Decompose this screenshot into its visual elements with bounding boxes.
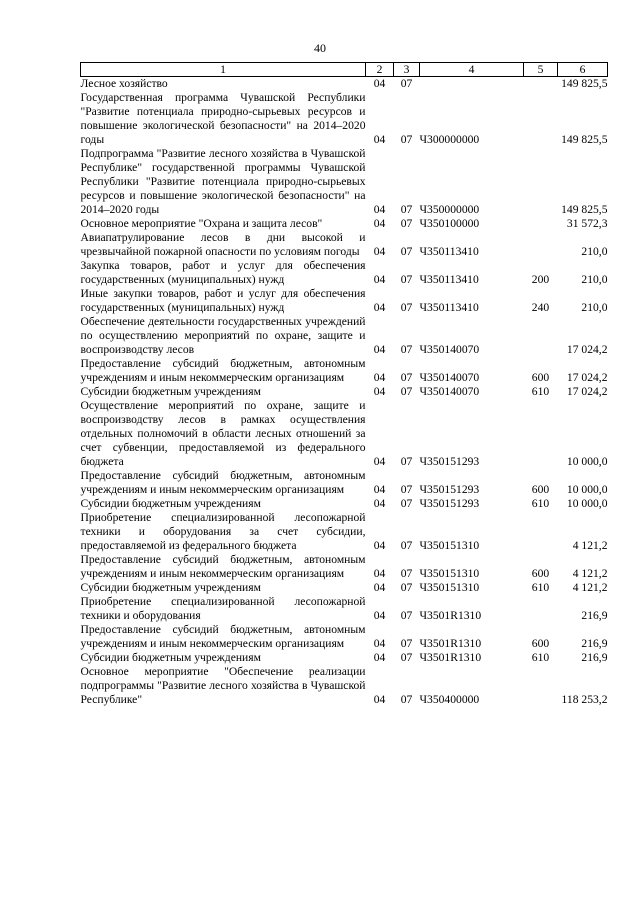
row-section-code: 04 xyxy=(373,203,386,216)
row-expense-type: 600 xyxy=(531,567,550,580)
table-row xyxy=(81,399,608,469)
row-section-code: 04 xyxy=(373,77,386,90)
row-amount: 149 825,5 xyxy=(561,133,608,146)
row-amount: 149 825,5 xyxy=(561,203,608,216)
row-subsection-code: 07 xyxy=(400,133,413,146)
row-amount: 216,9 xyxy=(581,609,608,622)
row-section-code: 04 xyxy=(373,581,386,594)
row-target-article: Ч350151293 xyxy=(419,455,480,468)
table-row xyxy=(81,147,608,217)
row-expense-type xyxy=(524,595,558,623)
row-subsection-code: 07 xyxy=(400,203,413,216)
header-col-2: 2 xyxy=(366,63,394,77)
row-expense-type xyxy=(524,77,558,92)
row-amount: 10 000,0 xyxy=(566,455,608,468)
row-subsection-code: 07 xyxy=(400,497,413,510)
row-subsection-code: 07 xyxy=(400,539,413,552)
row-expense-type xyxy=(524,231,558,259)
row-target-article: Ч350151293 xyxy=(419,483,480,496)
row-target-article: Ч350140070 xyxy=(419,343,480,356)
table-row xyxy=(81,231,608,259)
row-subsection-code: 07 xyxy=(400,385,413,398)
table-row xyxy=(81,511,608,553)
row-amount: 17 024,2 xyxy=(566,343,608,356)
row-amount: 216,9 xyxy=(581,651,608,664)
table-row xyxy=(81,77,608,92)
header-col-4: 4 xyxy=(420,63,524,77)
row-name: Лесное хозяйство xyxy=(80,77,168,90)
row-target-article: Ч3501R1310 xyxy=(419,609,482,622)
table-row xyxy=(81,91,608,147)
row-target-article: Ч350113410 xyxy=(419,245,479,258)
row-amount: 4 121,2 xyxy=(572,581,608,594)
row-name: Осуществление мероприятий по охране, защите и воспроизводству лесов в рамках осуществления отдельных полномочий в области лесных отношений за счет субвенции, предоставляемой из федерального бюджета xyxy=(80,399,366,468)
row-amount: 210,0 xyxy=(581,301,608,314)
row-expense-type xyxy=(524,315,558,357)
row-subsection-code: 07 xyxy=(400,693,413,706)
row-target-article: Ч350151310 xyxy=(419,581,480,594)
row-section-code: 04 xyxy=(373,301,386,314)
row-amount: 216,9 xyxy=(581,637,608,650)
row-section-code: 04 xyxy=(373,567,386,580)
row-section-code: 04 xyxy=(373,693,386,706)
row-expense-type xyxy=(524,217,558,231)
row-amount: 31 572,3 xyxy=(566,217,608,230)
table-row xyxy=(81,665,608,707)
row-section-code: 04 xyxy=(373,245,386,258)
header-col-6: 6 xyxy=(558,63,608,77)
table-row xyxy=(81,357,608,385)
table-row xyxy=(81,595,608,623)
row-section-code: 04 xyxy=(373,371,386,384)
row-name: Иные закупки товаров, работ и услуг для обеспечения государственных (муниципальных) нужд xyxy=(80,287,366,314)
row-name: Приобретение специализированной лесопожарной техники и оборудования xyxy=(80,595,366,622)
row-amount: 210,0 xyxy=(581,273,608,286)
row-target-article: Ч3501R1310 xyxy=(419,651,482,664)
row-name: Приобретение специализированной лесопожарной техники и оборудования за счет субсидии, предоставляемой из федерального бюджета xyxy=(80,511,366,552)
row-section-code: 04 xyxy=(373,217,386,230)
row-amount: 10 000,0 xyxy=(566,483,608,496)
header-col-3: 3 xyxy=(394,63,420,77)
row-amount: 118 253,2 xyxy=(561,693,608,706)
row-target-article: Ч350000000 xyxy=(419,203,480,216)
row-name: Субсидии бюджетным учреждениям xyxy=(80,651,261,664)
row-name: Основное мероприятие "Охрана и защита лесов" xyxy=(80,217,323,230)
row-target-article: Ч350151310 xyxy=(419,539,480,552)
row-expense-type: 200 xyxy=(531,273,550,286)
row-target-article: Ч350151293 xyxy=(419,497,480,510)
table-row xyxy=(81,469,608,497)
row-amount: 210,0 xyxy=(581,245,608,258)
row-name: Основное мероприятие "Обеспечение реализации подпрограммы "Развитие лесного хозяйства в Чувашской Республике" xyxy=(80,665,366,706)
row-section-code: 04 xyxy=(373,483,386,496)
table-row xyxy=(81,315,608,357)
row-expense-type: 610 xyxy=(531,581,550,594)
row-subsection-code: 07 xyxy=(400,343,413,356)
row-subsection-code: 07 xyxy=(400,371,413,384)
row-name: Предоставление субсидий бюджетным, автономным учреждениям и иным некоммерческим организациям xyxy=(80,469,366,496)
row-subsection-code: 07 xyxy=(400,273,413,286)
row-subsection-code: 07 xyxy=(400,581,413,594)
row-name: Подпрограмма "Развитие лесного хозяйства в Чувашской Республике" государственной программы Чувашской Республики "Развитие потенциала природно-сырьевых ресурсов и повышение экологической безопасности" на 2014–2020 годы xyxy=(80,147,366,216)
row-target-article xyxy=(420,77,524,92)
row-target-article: Ч350113410 xyxy=(419,273,479,286)
table-row xyxy=(81,497,608,511)
row-expense-type xyxy=(524,511,558,553)
table-row xyxy=(81,651,608,665)
row-section-code: 04 xyxy=(373,651,386,664)
row-name: Предоставление субсидий бюджетным, автономным учреждениям и иным некоммерческим организациям xyxy=(80,357,366,384)
row-subsection-code: 07 xyxy=(400,301,413,314)
header-row xyxy=(81,63,608,77)
row-section-code: 04 xyxy=(373,455,386,468)
row-amount: 17 024,2 xyxy=(566,371,608,384)
row-section-code: 04 xyxy=(373,343,386,356)
row-expense-type: 600 xyxy=(531,637,550,650)
row-amount: 4 121,2 xyxy=(572,539,608,552)
row-subsection-code: 07 xyxy=(400,567,413,580)
row-name: Субсидии бюджетным учреждениям xyxy=(80,497,261,510)
row-expense-type: 610 xyxy=(531,497,550,510)
header-col-1: 1 xyxy=(81,63,366,77)
table-header xyxy=(81,63,608,77)
row-expense-type: 600 xyxy=(531,371,550,384)
row-target-article: Ч350140070 xyxy=(419,371,480,384)
row-amount: 4 121,2 xyxy=(572,567,608,580)
row-expense-type xyxy=(524,147,558,217)
table-row xyxy=(81,623,608,651)
row-expense-type: 610 xyxy=(531,385,550,398)
row-target-article: Ч350100000 xyxy=(419,217,480,230)
page-number: 40 xyxy=(314,41,326,55)
row-section-code: 04 xyxy=(373,133,386,146)
row-subsection-code: 07 xyxy=(400,609,413,622)
row-target-article: Ч350151310 xyxy=(419,567,480,580)
row-expense-type xyxy=(524,399,558,469)
row-name: Авиапатрулирование лесов в дни высокой и чрезвычайной пожарной опасности по условиям погоды xyxy=(80,231,366,258)
row-subsection-code: 07 xyxy=(400,637,413,650)
row-expense-type xyxy=(524,91,558,147)
row-subsection-code: 07 xyxy=(400,77,413,90)
row-subsection-code: 07 xyxy=(400,217,413,230)
row-name: Субсидии бюджетным учреждениям xyxy=(80,385,261,398)
row-target-article: Ч300000000 xyxy=(419,133,480,146)
row-subsection-code: 07 xyxy=(400,483,413,496)
row-section-code: 04 xyxy=(373,497,386,510)
row-name: Субсидии бюджетным учреждениям xyxy=(80,581,261,594)
table-row xyxy=(81,385,608,399)
row-target-article: Ч350140070 xyxy=(419,385,480,398)
row-name: Предоставление субсидий бюджетным, автономным учреждениям и иным некоммерческим организациям xyxy=(80,553,366,580)
budget-table xyxy=(80,62,608,707)
row-name: Государственная программа Чувашской Республики "Развитие потенциала природно-сырьевых ресурсов и повышение экологической безопасности" на 2014–2020 годы xyxy=(80,91,366,146)
row-target-article: Ч350400000 xyxy=(419,693,480,706)
row-name: Обеспечение деятельности государственных учреждений по осуществлению мероприятий по охране, защите и воспроизводству лесов xyxy=(80,315,366,356)
row-section-code: 04 xyxy=(373,273,386,286)
row-expense-type: 600 xyxy=(531,483,550,496)
table-row xyxy=(81,259,608,287)
row-amount: 10 000,0 xyxy=(566,497,608,510)
row-subsection-code: 07 xyxy=(400,651,413,664)
row-target-article: Ч3501R1310 xyxy=(419,637,482,650)
row-section-code: 04 xyxy=(373,539,386,552)
row-subsection-code: 07 xyxy=(400,455,413,468)
row-expense-type: 610 xyxy=(531,651,550,664)
row-amount: 149 825,5 xyxy=(561,77,608,90)
row-target-article: Ч350113410 xyxy=(419,301,479,314)
row-section-code: 04 xyxy=(373,609,386,622)
row-section-code: 04 xyxy=(373,637,386,650)
row-subsection-code: 07 xyxy=(400,245,413,258)
row-name: Закупка товаров, работ и услуг для обеспечения государственных (муниципальных) нужд xyxy=(80,259,366,286)
row-expense-type: 240 xyxy=(531,301,550,314)
table-row xyxy=(81,287,608,315)
header-col-5: 5 xyxy=(524,63,558,77)
table-row xyxy=(81,217,608,231)
row-amount: 17 024,2 xyxy=(566,385,608,398)
row-section-code: 04 xyxy=(373,385,386,398)
row-expense-type xyxy=(524,665,558,707)
table-row xyxy=(81,581,608,595)
table-row xyxy=(81,553,608,581)
row-name: Предоставление субсидий бюджетным, автономным учреждениям и иным некоммерческим организациям xyxy=(80,623,366,650)
table-body xyxy=(81,77,608,708)
